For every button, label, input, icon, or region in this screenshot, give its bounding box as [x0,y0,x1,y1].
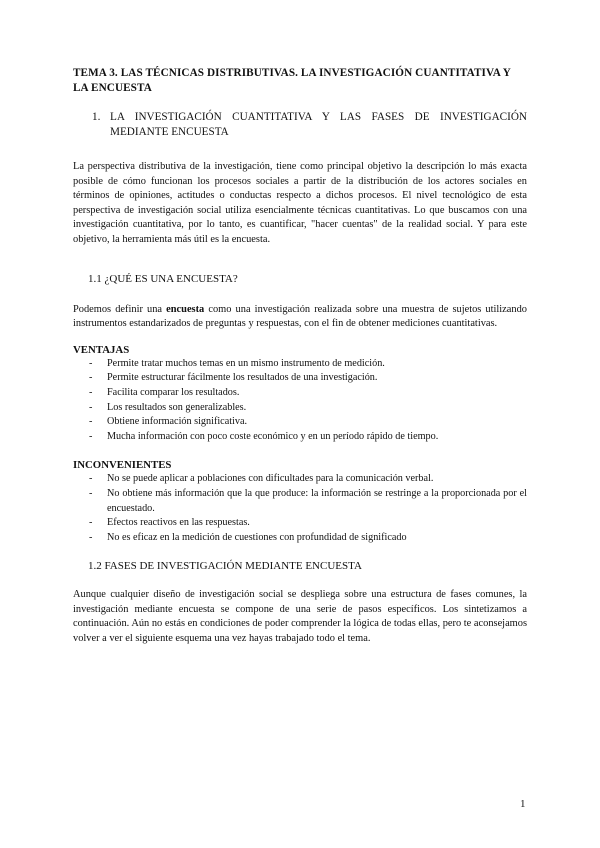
list-item: - Los resultados son generalizables. [89,401,247,413]
ventajas-list [73,357,527,445]
ventajas-label: VENTAJAS [73,343,130,356]
section-1-number: 1. [92,111,101,123]
page-number: 1 [520,798,526,810]
list-item: - Obtiene información significativa. [89,416,248,428]
section-1-heading-text: LA INVESTIGACIÓN CUANTITATIVA Y LAS FASES DE INVESTIGACIÓN MEDIANTE ENCUESTA [110,111,527,138]
inconvenientes-label: INCONVENIENTES [73,459,172,472]
list-item: - Permite estructurar fácilmente los resultados de una investigación. [89,372,378,384]
phases-paragraph: Aunque cualquier diseño de investigación social se despliega sobre una estructura de fases comunes, la investigación mediante encuesta se compone de una serie de pasos específicos. Los sintetizamos a continuación. Aún no estás en condiciones de poder comprender la lógica de todas ellas, pero te aconsejamos volver a ver el siguiente esquema una vez hayas trabajado todo el tema. [73,589,527,645]
definition-text-after: como una investigación realizada sobre una muestra de sujetos utilizando instrumentos estandarizados de preguntas y respuestas, con el fin de obtener mediciones cuantitativas. [73,303,527,330]
section-1-heading [92,110,527,139]
list-item: - No es eficaz en la medición de cuestiones con profundidad de significado [89,531,407,543]
section-1-1-heading: 1.1 ¿QUÉ ES UNA ENCUESTA? [88,272,238,285]
definition-text-before: Podemos definir una [73,303,167,315]
document-title: TEMA 3. LAS TÉCNICAS DISTRIBUTIVAS. LA INVESTIGACIÓN CUANTITATIVA Y LA ENCUESTA [73,67,511,94]
section-1-2-heading: 1.2 FASES DE INVESTIGACIÓN MEDIANTE ENCUESTA [88,560,362,573]
inconvenientes-list [73,472,527,545]
list-item: - Efectos reactivos en las respuestas. [89,517,250,529]
intro-paragraph: La perspectiva distributiva de la investigación, tiene como principal objetivo la descripción lo más exacta posible de cómo funcionan los procesos sociales a partir de la distribución de los actores sociales en términos de opiniones, actitudes o conductas respecto a dichos procesos. El nivel tecnológico de esta perspectiva de investigación social utiliza esencialmente técnicas cuantitativas. Lo que buscamos con una investigación cuantitativa, por lo tanto, es cuantificar, "hacer cuentas" de la realidad social. Y para este objetivo, la herramienta más útil es la encuesta. [73,161,527,245]
list-item: - Mucha información con poco coste económico y en un período rápido de tiempo. [89,430,439,442]
definition-paragraph [73,303,527,332]
definition-term: encuesta [166,303,205,315]
document-page [73,66,527,647]
list-item: - No se puede aplicar a poblaciones con dificultades para la comunicación verbal. [89,473,434,485]
list-item: - Permite tratar muchos temas en un mismo instrumento de medición. [89,357,385,369]
list-item: - No obtiene más información que la que produce: la información se restringe a la proporcionada por el encuestado. [89,487,527,514]
list-item: - Facilita comparar los resultados. [89,386,240,398]
